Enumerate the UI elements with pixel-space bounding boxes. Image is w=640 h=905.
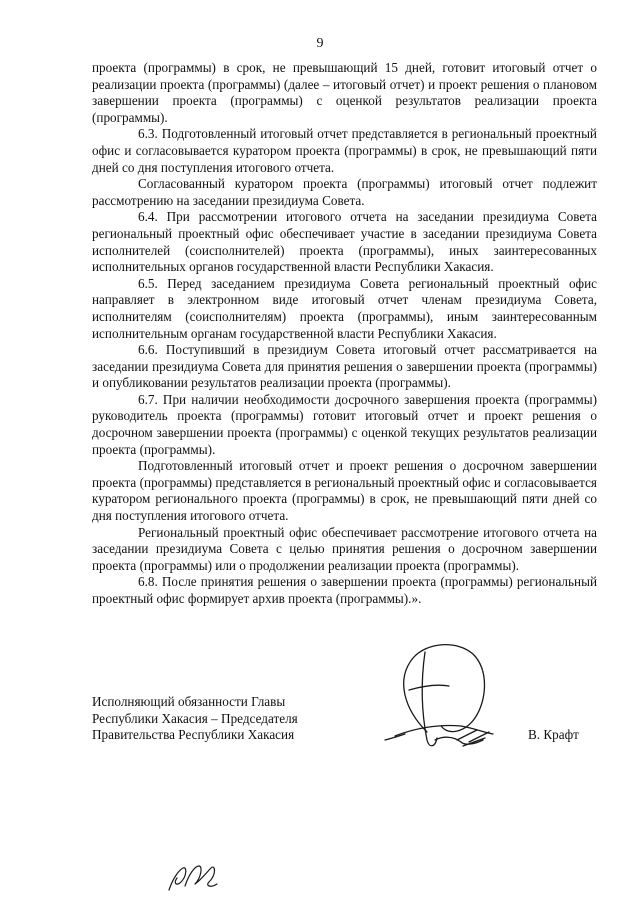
- page-number: 9: [316, 36, 324, 51]
- paragraph-early-completion-report: Подготовленный итоговый отчет и проект решения о досрочном завершении проекта (программы) представляется в региональный проектный офис и согласовывается куратором регионального проекта (программы) в срок, не превышающий пяти дней со дня поступления итогового отчета.: [92, 458, 597, 524]
- paragraph-6-5: 6.5. Перед заседанием президиума Совета региональный проектный офис направляет в электронном виде итоговый отчет членам президиума Совета, исполнителям (соисполнителям) проекта (программы), иным заинтересованным исполнительным органам государственной власти Республики Хакасия.: [92, 275, 597, 341]
- paragraph-office-review: Региональный проектный офис обеспечивает рассмотрение итогового отчета на заседании президиума Совета с целью принятия решения о досрочном завершении проекта (программы) или о продолжении реализации проекта (программы).: [92, 524, 597, 573]
- paragraph-6-8: 6.8. После принятия решения о завершении проекта (программы) региональный проектный офис формирует архив проекта (программы).».: [92, 574, 597, 606]
- paragraph-6-4: 6.4. При рассмотрении итогового отчета на заседании президиума Совета региональный проектный офис обеспечивает участие в заседании президиума Совета исполнителей (соисполнителей) проекта (программы), иных заинтересованных исполнительных органов государственной власти Республики Хакасия.: [92, 209, 597, 275]
- signatory-title-line-2: Республики Хакасия – Председателя: [92, 710, 298, 726]
- paragraph-approved-report: Согласованный куратором проекта (программы) итоговый отчет подлежит рассмотрению на заседании президиума Совета.: [92, 176, 597, 208]
- paragraph-1: проекта (программы) в срок, не превышающий 15 дней, готовит итоговый отчет о реализации проекта (программы) (далее – итоговый отчет) и проект решения о плановом завершении проекта (программы) с оценкой результатов реализации проекта (программы).: [92, 60, 597, 125]
- signatory-title-line-1: Исполняющий обязанности Главы: [92, 694, 286, 709]
- signer-name: В. Крафт: [528, 727, 579, 742]
- handwritten-signature: [365, 640, 505, 760]
- signatory-title-line-3: Правительства Республики Хакасия: [92, 727, 295, 743]
- paragraph-6-7: 6.7. При наличии необходимости досрочного завершения проекта (программы) руководитель проекта (программы) готовит итоговый отчет и проект решения о досрочном завершении проекта (программы) с оценкой текущих результатов реализации проекта (программы).: [92, 391, 597, 457]
- paragraph-6-6: 6.6. Поступивший в президиум Совета итоговый отчет рассматривается на заседании президиума Совета для принятия решения о завершении проекта (программы) и опубликовании результатов реализации проекта (программы).: [92, 342, 597, 391]
- signatory-title: [92, 694, 332, 744]
- document-body: [92, 60, 597, 608]
- handwritten-initials: [165, 860, 220, 895]
- paragraph-6-3: 6.3. Подготовленный итоговый отчет представляется в региональный проектный офис и согласовывается куратором проекта (программы) в срок, не превышающий пяти дней со дня поступления итогового отчета.: [92, 126, 597, 175]
